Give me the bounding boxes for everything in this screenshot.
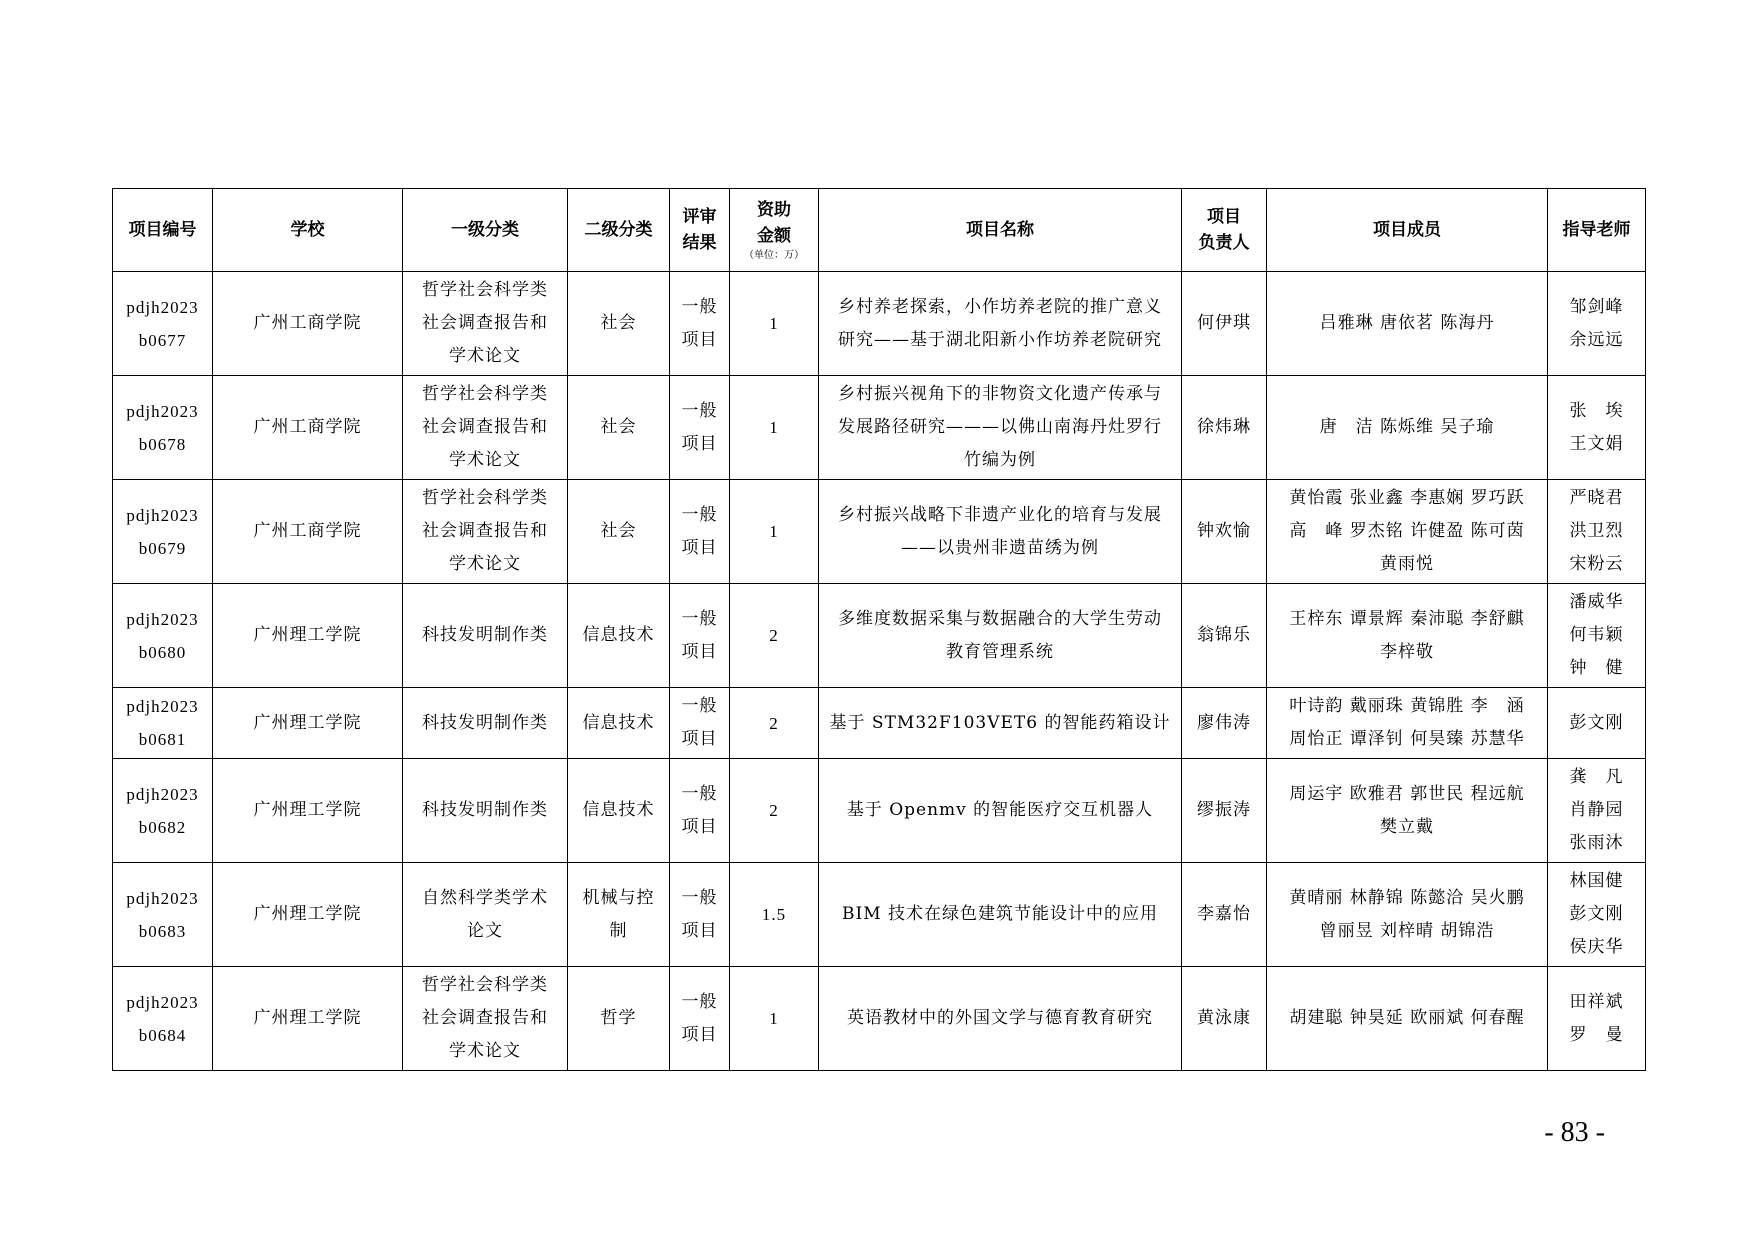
cell-level2 (568, 967, 670, 1071)
cell-result (670, 688, 730, 759)
cell-school: 广州工商学院 (213, 480, 403, 584)
table-row (113, 480, 1646, 584)
cell-result (670, 272, 730, 376)
cell-advisors-line: 龚 凡 (1569, 767, 1624, 787)
cell-level1-line: 哲学社会科学类 (422, 488, 548, 508)
cell-members-line: 黄怡霞 张业鑫 李惠娴 罗巧跃 (1289, 488, 1525, 508)
cell-level1-line: 学术论文 (449, 346, 521, 366)
cell-members (1267, 272, 1548, 376)
cell-title-line: 基于 STM32F103VET6 的智能药箱设计 (829, 712, 1171, 733)
cell-school: 广州理工学院 (213, 863, 403, 967)
cell-code-line: b0677 (138, 330, 187, 350)
header-title: 项目名称 (819, 189, 1182, 272)
cell-title-line: 发展路径研究———以佛山南海丹灶罗行 (838, 417, 1162, 437)
cell-advisors-line: 张雨沐 (1569, 833, 1624, 853)
header-amount-line: 金额 (757, 226, 791, 246)
cell-members-line: 曾丽昱 刘梓晴 胡锦浩 (1319, 920, 1495, 941)
table-row (113, 863, 1646, 967)
cell-level2 (568, 688, 670, 759)
cell-code-line: b0684 (138, 1025, 187, 1045)
cell-title-line: 研究——基于湖北阳新小作坊养老院研究 (838, 329, 1162, 350)
cell-result-line: 项目 (681, 537, 718, 558)
cell-result-line: 一般 (681, 783, 718, 804)
cell-advisors (1548, 272, 1646, 376)
cell-code-line: pdjh2023 (126, 505, 199, 525)
cell-level2-line: 社会 (600, 313, 637, 333)
cell-level2 (568, 272, 670, 376)
cell-advisors-line: 林国健 (1569, 871, 1624, 891)
cell-code-line: pdjh2023 (126, 401, 199, 421)
cell-result-line: 一般 (681, 400, 718, 421)
cell-amount: 1 (730, 967, 819, 1071)
cell-level1-line: 社会调查报告和 (422, 417, 548, 437)
cell-result-line: 一般 (681, 696, 718, 716)
cell-code-line: b0681 (138, 730, 187, 749)
cell-result-line: 项目 (681, 329, 718, 350)
cell-code (113, 967, 213, 1071)
cell-members-line: 周运宇 欧雅君 郭世民 程远航 (1289, 783, 1525, 804)
cell-leader: 翁锦乐 (1182, 584, 1267, 688)
header-amount-unit: （单位：万） (744, 250, 804, 261)
cell-level1 (403, 688, 568, 759)
cell-title (819, 967, 1182, 1071)
project-table (112, 188, 1646, 1071)
cell-level1-line: 哲学社会科学类 (422, 280, 548, 300)
cell-level1 (403, 863, 568, 967)
cell-members (1267, 584, 1548, 688)
cell-title (819, 480, 1182, 584)
cell-code-line: b0680 (138, 642, 187, 662)
header-level2: 二级分类 (568, 189, 670, 272)
cell-code (113, 584, 213, 688)
cell-advisors (1548, 863, 1646, 967)
table-row (113, 376, 1646, 480)
cell-title-line: 乡村振兴战略下非遗产业化的培育与发展 (838, 504, 1162, 525)
cell-advisors-line: 钟 健 (1569, 658, 1624, 678)
table-body (113, 272, 1646, 1071)
cell-advisors-line: 洪卫烈 (1569, 521, 1624, 541)
cell-title-line: 多维度数据采集与数据融合的大学生劳动 (838, 608, 1162, 629)
cell-title-line: BIM 技术在绿色建筑节能设计中的应用 (841, 904, 1159, 924)
cell-leader: 徐炜琳 (1182, 376, 1267, 480)
cell-title-line: 基于 Openmv 的智能医疗交互机器人 (846, 800, 1154, 820)
table-row (113, 272, 1646, 376)
cell-title-line: 教育管理系统 (946, 641, 1054, 662)
header-leader-line: 项目 (1207, 207, 1241, 227)
cell-code-line: pdjh2023 (126, 784, 199, 804)
cell-leader: 黄泳康 (1182, 967, 1267, 1071)
cell-members (1267, 863, 1548, 967)
cell-level1 (403, 759, 568, 863)
cell-leader: 缪振涛 (1182, 759, 1267, 863)
cell-result-line: 项目 (681, 816, 718, 837)
cell-result-line: 项目 (681, 920, 718, 941)
cell-result-line: 项目 (681, 1024, 718, 1045)
cell-code-line: b0682 (138, 817, 187, 837)
cell-title-line: 乡村振兴视角下的非物资文化遗产传承与 (838, 384, 1162, 404)
cell-members-line: 王梓东 谭景辉 秦沛聪 李舒麒 (1289, 608, 1525, 629)
cell-level2 (568, 759, 670, 863)
cell-code-line: pdjh2023 (126, 888, 199, 908)
cell-title-line: ——以贵州非遗苗绣为例 (901, 537, 1099, 558)
cell-level2-line: 信息技术 (582, 625, 655, 645)
cell-advisors-line: 何韦颖 (1569, 625, 1624, 645)
cell-level2-line: 制 (609, 920, 628, 941)
cell-title-line: 英语教材中的外国文学与德育教育研究 (847, 1008, 1153, 1028)
header-school: 学校 (213, 189, 403, 272)
cell-code-line: b0683 (138, 921, 187, 941)
cell-members-line: 唐 洁 陈烁维 吴子瑜 (1319, 417, 1495, 437)
cell-level1-line: 科技发明制作类 (422, 800, 548, 820)
cell-amount: 2 (730, 759, 819, 863)
cell-advisors-line: 罗 曼 (1569, 1024, 1624, 1045)
cell-advisors (1548, 584, 1646, 688)
header-leader (1182, 189, 1267, 272)
cell-code (113, 376, 213, 480)
cell-school: 广州理工学院 (213, 584, 403, 688)
table-row (113, 584, 1646, 688)
cell-result-line: 一般 (681, 991, 718, 1012)
cell-title (819, 863, 1182, 967)
cell-members (1267, 480, 1548, 584)
cell-level2 (568, 863, 670, 967)
cell-code (113, 759, 213, 863)
cell-level1-line: 社会调查报告和 (422, 521, 548, 541)
cell-code-line: pdjh2023 (126, 697, 199, 716)
cell-code (113, 688, 213, 759)
cell-level1-line: 学术论文 (449, 554, 521, 574)
cell-amount: 2 (730, 688, 819, 759)
cell-result (670, 759, 730, 863)
cell-level1 (403, 376, 568, 480)
cell-code (113, 480, 213, 584)
header-result (670, 189, 730, 272)
table-row (113, 759, 1646, 863)
cell-title-line: 乡村养老探索，小作坊养老院的推广意义 (838, 296, 1162, 317)
header-members: 项目成员 (1267, 189, 1548, 272)
cell-advisors-line: 彭文刚 (1569, 712, 1624, 733)
header-leader-line: 负责人 (1198, 233, 1250, 253)
cell-leader: 何伊琪 (1182, 272, 1267, 376)
cell-level2-line: 信息技术 (582, 800, 655, 820)
cell-advisors (1548, 480, 1646, 584)
cell-result-line: 一般 (681, 296, 718, 317)
cell-leader: 廖伟涛 (1182, 688, 1267, 759)
cell-advisors-line: 宋粉云 (1569, 554, 1624, 574)
cell-school: 广州工商学院 (213, 376, 403, 480)
cell-advisors (1548, 376, 1646, 480)
cell-code (113, 272, 213, 376)
cell-level2-line: 机械与控 (582, 887, 655, 908)
cell-amount: 2 (730, 584, 819, 688)
cell-level2-line: 社会 (600, 521, 637, 541)
cell-level1 (403, 272, 568, 376)
cell-advisors-line: 张 埃 (1569, 400, 1624, 421)
table-row (113, 967, 1646, 1071)
cell-school: 广州工商学院 (213, 272, 403, 376)
cell-code-line: b0679 (138, 538, 187, 558)
cell-members-line: 李梓敬 (1380, 641, 1434, 662)
cell-amount: 1 (730, 272, 819, 376)
cell-result-line: 项目 (681, 433, 718, 454)
cell-advisors-line: 田祥斌 (1569, 991, 1624, 1012)
cell-amount: 1.5 (730, 863, 819, 967)
cell-advisors-line: 肖静园 (1569, 800, 1624, 820)
cell-result (670, 480, 730, 584)
cell-level1-line: 自然科学类学术 (422, 887, 548, 908)
cell-result (670, 863, 730, 967)
header-level1: 一级分类 (403, 189, 568, 272)
cell-members-line: 樊立戴 (1380, 816, 1434, 837)
cell-level1-line: 科技发明制作类 (422, 712, 548, 733)
cell-level2-line: 信息技术 (582, 712, 655, 733)
cell-school: 广州理工学院 (213, 967, 403, 1071)
cell-level1-line: 社会调查报告和 (422, 313, 548, 333)
cell-result (670, 376, 730, 480)
cell-level2-line: 社会 (600, 417, 637, 437)
cell-advisors-line: 彭文刚 (1569, 904, 1624, 924)
cell-result (670, 584, 730, 688)
cell-level1-line: 论文 (467, 920, 503, 941)
cell-level2 (568, 584, 670, 688)
cell-members-line: 黄雨悦 (1380, 554, 1434, 574)
cell-members-line: 胡建聪 钟昊延 欧丽斌 何春醒 (1289, 1008, 1525, 1028)
cell-members (1267, 688, 1548, 759)
page-number: - 83 - (1544, 1117, 1605, 1148)
cell-result (670, 967, 730, 1071)
cell-code-line: pdjh2023 (126, 609, 199, 629)
cell-advisors-line: 余远远 (1569, 329, 1624, 350)
header-amount-line: 资助 (757, 200, 791, 220)
cell-amount: 1 (730, 376, 819, 480)
cell-title (819, 584, 1182, 688)
cell-school: 广州理工学院 (213, 688, 403, 759)
cell-code-line: pdjh2023 (126, 992, 199, 1012)
cell-title (819, 688, 1182, 759)
cell-leader: 李嘉怡 (1182, 863, 1267, 967)
cell-members-line: 黄晴丽 林静锦 陈懿洽 吴火鹏 (1289, 887, 1525, 908)
cell-level1-line: 哲学社会科学类 (422, 384, 548, 404)
cell-advisors-line: 严晓君 (1569, 488, 1624, 508)
cell-level1-line: 学术论文 (449, 1041, 521, 1061)
cell-advisors (1548, 967, 1646, 1071)
cell-title-line: 竹编为例 (964, 450, 1036, 470)
cell-level2-line: 哲学 (600, 1008, 637, 1028)
cell-amount: 1 (730, 480, 819, 584)
header-code: 项目编号 (113, 189, 213, 272)
cell-level1 (403, 480, 568, 584)
cell-level1-line: 科技发明制作类 (422, 625, 548, 645)
cell-level1 (403, 967, 568, 1071)
cell-result-line: 一般 (681, 504, 718, 525)
cell-level1-line: 社会调查报告和 (422, 1008, 548, 1028)
cell-code-line: b0678 (138, 434, 187, 454)
cell-code-line: pdjh2023 (126, 297, 199, 317)
cell-leader: 钟欢愉 (1182, 480, 1267, 584)
header-result-line: 评审 (682, 207, 717, 227)
cell-advisors-line: 侯庆华 (1569, 937, 1624, 957)
cell-code (113, 863, 213, 967)
cell-title (819, 759, 1182, 863)
cell-level1 (403, 584, 568, 688)
cell-advisors-line: 潘威华 (1569, 592, 1624, 612)
cell-result-line: 项目 (681, 729, 718, 749)
cell-level2 (568, 376, 670, 480)
cell-members-line: 周怡正 谭泽钊 何昊臻 苏慧华 (1289, 729, 1525, 749)
cell-members-line: 高 峰 罗杰铭 许健盈 陈可茵 (1289, 521, 1525, 541)
table-row (113, 688, 1646, 759)
cell-result-line: 一般 (681, 887, 718, 908)
header-advisors: 指导老师 (1548, 189, 1646, 272)
cell-advisors (1548, 688, 1646, 759)
cell-advisors (1548, 759, 1646, 863)
header-result-line: 结果 (682, 233, 717, 253)
cell-level2 (568, 480, 670, 584)
cell-title (819, 272, 1182, 376)
cell-school: 广州理工学院 (213, 759, 403, 863)
cell-members (1267, 967, 1548, 1071)
cell-level1-line: 学术论文 (449, 450, 521, 470)
cell-members (1267, 376, 1548, 480)
cell-members (1267, 759, 1548, 863)
cell-members-line: 吕雅琳 唐依茗 陈海丹 (1319, 313, 1495, 333)
cell-members-line: 叶诗韵 戴丽珠 黄锦胜 李 涵 (1289, 696, 1525, 716)
cell-result-line: 项目 (681, 641, 718, 662)
header-row (113, 189, 1646, 272)
cell-result-line: 一般 (681, 608, 718, 629)
cell-advisors-line: 王文娟 (1569, 433, 1624, 454)
cell-title (819, 376, 1182, 480)
header-amount (730, 189, 819, 272)
cell-level1-line: 哲学社会科学类 (422, 975, 548, 995)
cell-advisors-line: 邹剑峰 (1569, 296, 1624, 317)
